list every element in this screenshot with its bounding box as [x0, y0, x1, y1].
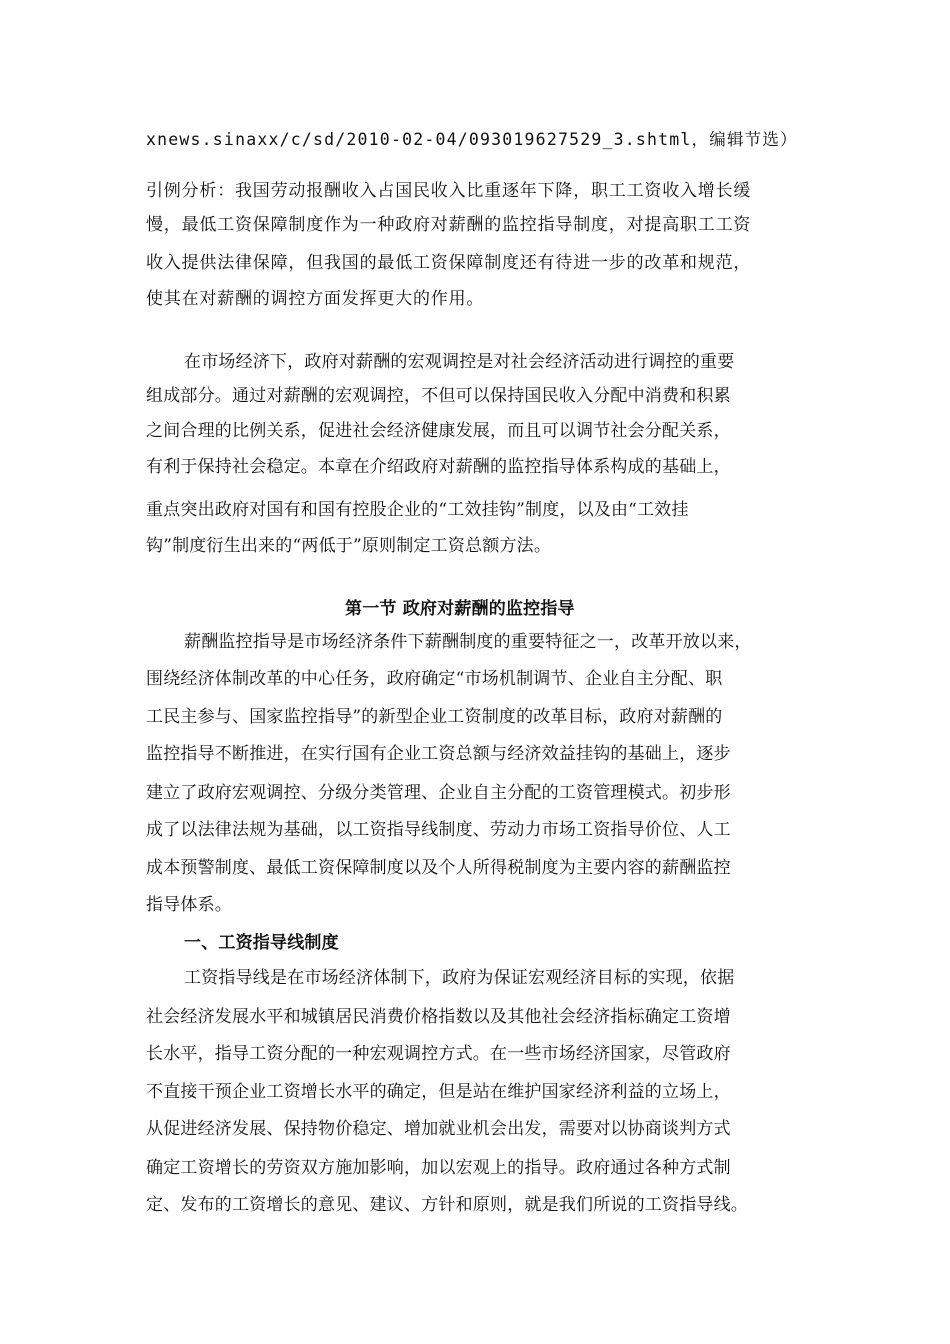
case-analysis-line: 使其在对薪酬的调控方面发挥更大的作用。 — [146, 289, 485, 309]
section-line: 监控指导不断推进，在实行国有企业工资总额与经济效益挂钩的基础上，逐步 — [146, 744, 731, 764]
subsection-line: 长水平，指导工资分配的一种宏观调控方式。在一些市场经济国家，尽管政府 — [146, 1044, 731, 1064]
subsection-line: 定、发布的工资增长的意见、建议、方针和原则，就是我们所说的工资指导线。 — [146, 1195, 748, 1215]
intro-line: 钩”制度衍生出来的“两低于”原则制定工资总额方法。 — [146, 536, 552, 556]
subsection-line: 从促进经济发展、保持物价稳定、增加就业机会出发，需要对以协商谈判方式 — [146, 1119, 731, 1139]
intro-line: 有利于保持社会稳定。本章在介绍政府对薪酬的监控指导体系构成的基础上， — [146, 457, 731, 477]
subsection-title: 一、工资指导线制度 — [184, 933, 339, 953]
subsection-line: 工资指导线是在市场经济体制下，政府为保证宏观经济目标的实现，依据 — [184, 968, 735, 988]
subsection-line: 社会经济发展水平和城镇居民消费价格指数以及其他社会经济指标确定工资增 — [146, 1007, 731, 1027]
section-line: 围绕经济体制改革的中心任务，政府确定“市场机制调节、企业自主分配、职 — [146, 669, 723, 689]
section-line: 薪酬监控指导是市场经济条件下薪酬制度的重要特征之一，改革开放以来， — [184, 632, 752, 652]
case-analysis-line: 收入提供法律保障，但我国的最低工资保障制度还有待进一步的改革和规范， — [146, 253, 752, 273]
section-line: 成本预警制度、最低工资保障制度以及个人所得税制度为主要内容的薪酬监控 — [146, 858, 731, 878]
intro-line: 重点突出政府对国有和国有控股企业的“工效挂钩”制度，以及由“工效挂 — [146, 500, 689, 520]
section-line: 建立了政府宏观调控、分级分类管理、企业自主分配的工资管理模式。初步形 — [146, 783, 731, 803]
case-analysis-line: 引例分析：我国劳动报酬收入占国民收入比重逐年下降，职工工资收入增长缓 — [146, 181, 752, 201]
intro-line: 组成部分。通过对薪酬的宏观调控，不但可以保持国民收入分配中消费和积累 — [146, 386, 731, 406]
source-citation: xnews.sinaxx/c/sd/2010-02-04/093019627529_3.shtml，编辑节选） — [146, 130, 798, 149]
section-title: 第一节 政府对薪酬的监控指导 — [345, 599, 575, 619]
case-analysis-line: 慢，最低工资保障制度作为一种政府对薪酬的监控指导制度，对提高职工工资 — [146, 215, 752, 235]
intro-line: 在市场经济下，政府对薪酬的宏观调控是对社会经济活动进行调控的重要 — [184, 352, 735, 372]
intro-line: 之间合理的比例关系，促进社会经济健康发展，而且可以调节社会分配关系， — [146, 421, 731, 441]
section-line: 指导体系。 — [146, 895, 232, 915]
subsection-line: 确定工资增长的劳资双方施加影响，加以宏观上的指导。政府通过各种方式制 — [146, 1158, 731, 1178]
section-line: 成了以法律法规为基础，以工资指导线制度、劳动力市场工资指导价位、人工 — [146, 820, 731, 840]
subsection-line: 不直接干预企业工资增长水平的确定，但是站在维护国家经济利益的立场上， — [146, 1082, 731, 1102]
section-line: 工民主参与、国家监控指导”的新型企业工资制度的改革目标，政府对薪酬的 — [146, 707, 723, 727]
